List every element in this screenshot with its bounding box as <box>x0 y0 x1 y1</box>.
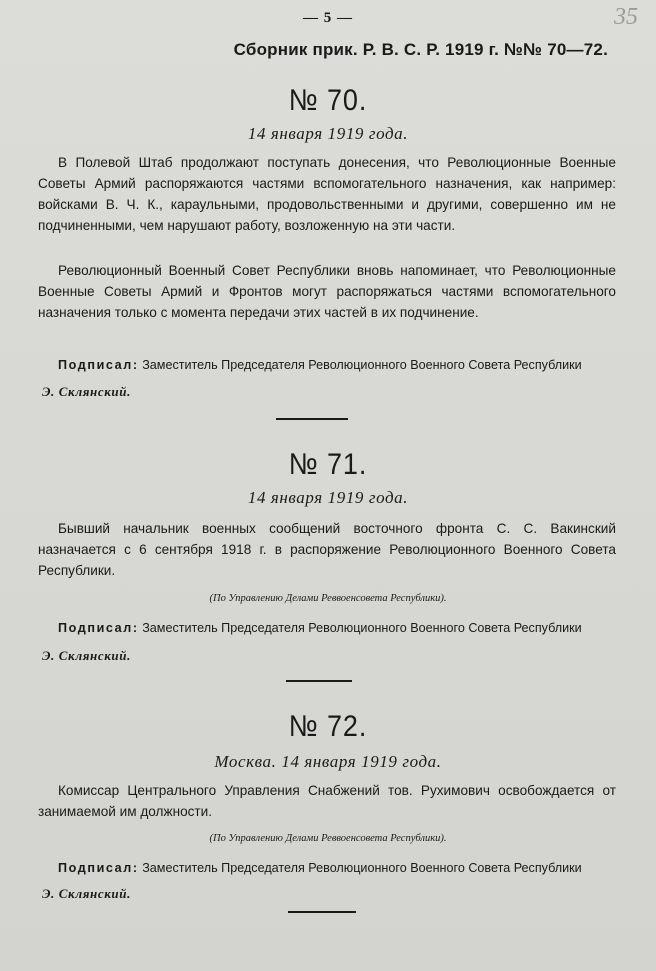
signed-label: Подписал: <box>58 861 139 875</box>
order-71-paragraph-1: Бывший начальник военных сообщений восточного фронта С. С. Вакинский назначается с 6 сентября 1918 г. в распоряжение Революционного Военного Совета Республики. <box>38 521 616 578</box>
order-70-paragraph-1: В Полевой Штаб продолжают поступать донесения, что Революционные Военные Советы Армий распоряжаются частями вспомогательного назначения, как например: войсками В. Ч. К., караульными, продовольственными и другими, совершенно им не подчиненными, чем нарушают работу, возложенную на эти части. <box>38 155 616 233</box>
order-71-signed-line <box>38 618 628 638</box>
order-72-signer: Э. Склянский. <box>42 886 131 901</box>
order-70-paragraph-2: Революционный Военный Совет Республики вновь напоминает, что Революционные Военные Советы Армий и Фронтов могут распоряжаться частями вспомогательного назначения только с момента передачи этих частей в их подчинение. <box>38 263 616 320</box>
signed-label: Подписал: <box>58 621 139 635</box>
order-70-number: № 70. <box>288 84 368 117</box>
order-71-signer: Э. Склянский. <box>42 648 131 663</box>
order-70-date: 14 января 1919 года. <box>247 124 409 143</box>
order-72-signed-line <box>38 858 628 878</box>
order-72-number: № 72. <box>288 710 368 743</box>
order-70-signed-line <box>38 355 628 375</box>
separator-rule <box>286 680 352 682</box>
order-70-signer: Э. Склянский. <box>42 384 131 399</box>
signed-position: Заместитель Председателя Революционного Военного Совета Республики <box>142 861 582 875</box>
order-72-date: Москва. 14 января 1919 года. <box>214 752 442 771</box>
order-71-number: № 71. <box>288 448 368 481</box>
signed-position: Заместитель Председателя Революционного Военного Совета Республики <box>142 358 582 372</box>
order-72-source: (По Управлению Делами Реввоенсовета Республики). <box>209 833 447 844</box>
signed-label: Подписал: <box>58 358 139 372</box>
separator-rule <box>288 911 356 913</box>
separator-rule <box>276 418 348 420</box>
order-71-date: 14 января 1919 года. <box>247 488 409 507</box>
running-title: Сборник прик. Р. В. С. Р. 1919 г. №№ 70—72. <box>233 40 608 59</box>
handwritten-page-mark: 35 <box>614 4 638 30</box>
signed-position: Заместитель Председателя Революционного Военного Совета Республики <box>142 621 582 635</box>
page-number: — 5 — <box>303 10 353 26</box>
order-72-paragraph-1: Комиссар Центрального Управления Снабжений тов. Рухимович освобождается от занимаемой им должности. <box>38 783 616 819</box>
order-71-source: (По Управлению Делами Реввоенсовета Республики). <box>209 593 447 604</box>
